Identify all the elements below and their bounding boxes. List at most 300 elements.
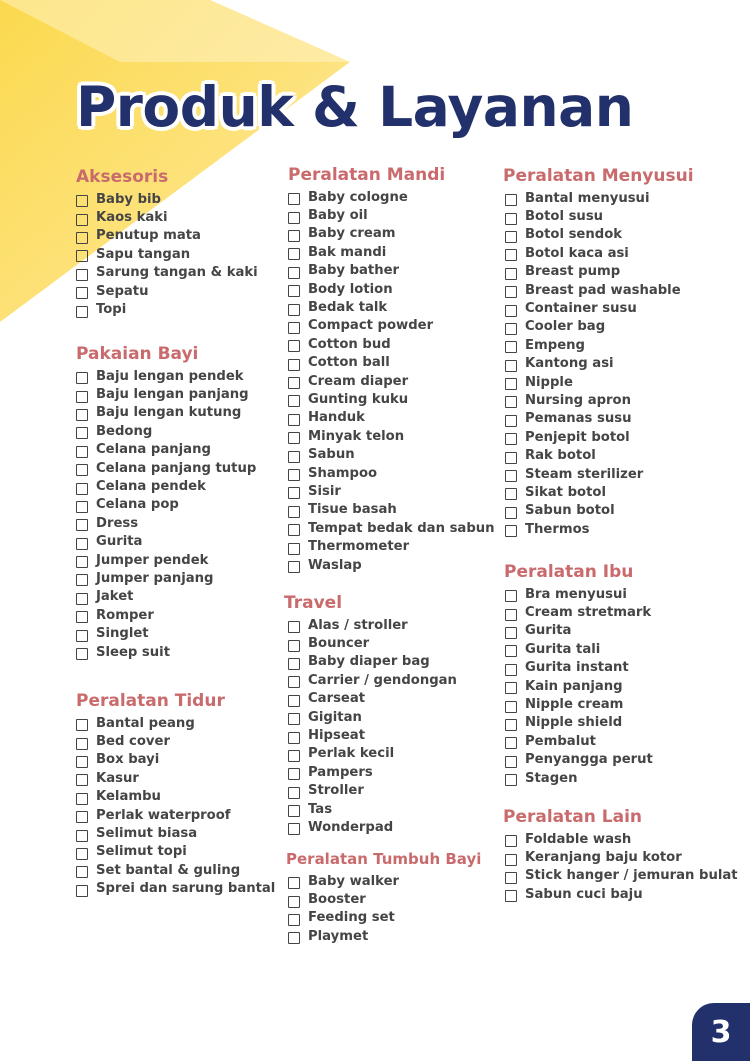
section-pakaian-bayi [76, 343, 256, 661]
checkbox[interactable] [288, 561, 300, 573]
checklist-item-label: Pampers [308, 764, 373, 780]
checklist-item-label: Baju lengan panjang [96, 387, 249, 403]
checklist-item [288, 537, 495, 555]
checkbox[interactable] [288, 248, 300, 260]
checklist [505, 830, 738, 904]
checkbox[interactable] [505, 737, 517, 749]
checklist-item [76, 496, 256, 514]
checklist-item [76, 385, 256, 403]
checklist-item-label: Kaos kaki [96, 210, 168, 226]
checklist-item-label: Baju lengan pendek [96, 368, 244, 384]
checkbox[interactable] [505, 701, 517, 713]
checklist-item-label: Sabun [308, 447, 355, 463]
checklist-item-label: Rak botol [525, 448, 596, 464]
section-title: Peralatan Tumbuh Bayi [286, 850, 482, 868]
checklist-item [505, 885, 738, 903]
checklist-item [505, 520, 694, 538]
checklist [505, 585, 653, 787]
checklist-item [505, 695, 653, 713]
checklist-item [505, 483, 694, 501]
checkbox[interactable] [76, 306, 88, 318]
section-peralatan-ibu [504, 561, 653, 787]
checkbox[interactable] [505, 854, 517, 866]
checklist-item [288, 708, 457, 726]
checkbox[interactable] [505, 194, 517, 206]
checklist-item [505, 207, 694, 225]
checklist-item [76, 227, 258, 245]
checklist-item [288, 317, 495, 335]
checkbox[interactable] [288, 805, 300, 817]
checklist-item-label: Singlet [96, 626, 149, 642]
checkbox[interactable] [288, 640, 300, 652]
checklist-item [288, 616, 457, 634]
checklist-item-label: Bak mandi [308, 244, 387, 260]
checklist-item [288, 335, 495, 353]
checklist-item-label: Hipseat [308, 728, 365, 744]
checklist-item [76, 533, 256, 551]
checklist-item-label: Sapu tangan [96, 246, 191, 262]
checklist-item-label: Pembalut [525, 733, 596, 749]
checkbox[interactable] [76, 464, 88, 476]
checkbox[interactable] [288, 524, 300, 536]
checklist-item-label: Penjepit botol [525, 429, 630, 445]
checklist-item-label: Nipple cream [525, 697, 624, 713]
checklist-item [76, 441, 256, 459]
section-travel [284, 592, 457, 837]
checklist-item-label: Handuk [308, 410, 365, 426]
checklist-item [76, 300, 258, 318]
checkbox[interactable] [288, 506, 300, 518]
checklist-item [288, 225, 495, 243]
checkbox[interactable] [288, 695, 300, 707]
checklist-item [505, 732, 653, 750]
checklist-item-label: Sikat botol [525, 484, 606, 500]
checkbox[interactable] [288, 230, 300, 242]
checkbox[interactable] [76, 774, 88, 786]
checkbox[interactable] [288, 432, 300, 444]
checklist-item [76, 367, 256, 385]
checklist-item [76, 422, 256, 440]
checkbox[interactable] [76, 738, 88, 750]
checklist [288, 616, 457, 837]
checklist-item [288, 280, 495, 298]
checklist-item-label: Gurita tali [525, 641, 601, 657]
checklist-item [288, 782, 457, 800]
checklist-item [76, 606, 256, 624]
checklist-item-label: Bra menyusui [525, 586, 627, 602]
checklist-item-label: Cream stretmark [525, 605, 652, 621]
checklist-item-label: Sepatu [96, 283, 149, 299]
checkbox[interactable] [288, 658, 300, 670]
checkbox[interactable] [505, 872, 517, 884]
checklist-item-label: Stagen [525, 770, 578, 786]
section-title: Peralatan Lain [503, 807, 642, 827]
checkbox[interactable] [505, 682, 517, 694]
checkbox[interactable] [288, 285, 300, 297]
checklist-item [76, 404, 256, 422]
checklist-item [76, 788, 275, 806]
checkbox[interactable] [505, 470, 517, 482]
checklist-item-label: Penutup mata [96, 228, 201, 244]
checkbox[interactable] [76, 630, 88, 642]
checkbox[interactable] [76, 519, 88, 531]
checklist-item [288, 482, 495, 500]
checklist-item [288, 206, 495, 224]
checklist-item [505, 410, 694, 428]
checkbox[interactable] [288, 823, 300, 835]
checklist-item-label: Gunting kuku [308, 391, 409, 407]
checklist-item [505, 585, 653, 603]
checklist-item [76, 208, 258, 226]
checklist-item [288, 927, 481, 945]
checkbox[interactable] [505, 609, 517, 621]
checklist-item [288, 556, 495, 574]
checklist-item [76, 714, 275, 732]
checkbox[interactable] [505, 590, 517, 602]
checkbox[interactable] [76, 885, 88, 897]
checklist-item-label: Celana pop [96, 497, 179, 513]
checklist-item-label: Sarung tangan & kaki [96, 265, 258, 281]
checkbox[interactable] [288, 395, 300, 407]
checkbox[interactable] [505, 645, 517, 657]
checklist [288, 188, 495, 574]
checkbox[interactable] [76, 848, 88, 860]
checkbox[interactable] [288, 267, 300, 279]
checkbox[interactable] [76, 269, 88, 281]
section-aksesoris [76, 166, 258, 319]
checkbox[interactable] [505, 323, 517, 335]
checklist-item-label: Selimut topi [96, 844, 187, 860]
checklist-item [288, 763, 457, 781]
checklist-item [76, 569, 256, 587]
checklist-item [288, 519, 495, 537]
checkbox[interactable] [505, 305, 517, 317]
section-peralatan-tumbuh-bayi [286, 848, 481, 946]
checklist-item-label: Bantal peang [96, 715, 195, 731]
checklist-item [505, 603, 653, 621]
checklist-item-label: Cream diaper [308, 373, 409, 389]
checkbox[interactable] [505, 231, 517, 243]
checkbox[interactable] [76, 574, 88, 586]
checklist-item [76, 588, 256, 606]
checkbox[interactable] [505, 360, 517, 372]
section-title: Peralatan Tidur [76, 691, 225, 711]
section-title: Peralatan Mandi [288, 165, 446, 185]
checkbox[interactable] [288, 414, 300, 426]
checkbox[interactable] [288, 932, 300, 944]
checklist-item-label: Bed cover [96, 734, 170, 750]
checklist-item-label: Sprei dan sarung bantal [96, 881, 276, 897]
checkbox[interactable] [76, 648, 88, 660]
checklist-item [76, 190, 258, 208]
checklist-item [76, 824, 275, 842]
checklist-item [288, 298, 495, 316]
checklist-item [288, 390, 495, 408]
checklist-item-label: Dress [96, 515, 139, 531]
checklist-item-label: Bouncer [308, 636, 370, 652]
checklist-item [76, 264, 258, 282]
checklist-item [288, 354, 495, 372]
checklist-item-label: Baju lengan kutung [96, 405, 242, 421]
checkbox[interactable] [288, 359, 300, 371]
checklist-item [505, 751, 653, 769]
checkbox[interactable] [76, 391, 88, 403]
checkbox[interactable] [288, 340, 300, 352]
checkbox[interactable] [505, 890, 517, 902]
checklist-item-label: Carseat [308, 691, 366, 707]
checkbox[interactable] [76, 866, 88, 878]
checklist-item [76, 643, 256, 661]
checklist-item-label: Empeng [525, 337, 585, 353]
checklist-item-label: Kasur [96, 770, 139, 786]
checkbox[interactable] [505, 774, 517, 786]
checklist-item [505, 281, 694, 299]
checklist-item-label: Container susu [525, 301, 637, 317]
checklist-item-label: Booster [308, 892, 366, 908]
checklist-item [76, 477, 256, 495]
checkbox[interactable] [505, 452, 517, 464]
checklist-item-label: Gurita instant [525, 660, 629, 676]
checkbox[interactable] [505, 507, 517, 519]
checkbox[interactable] [288, 896, 300, 908]
section-title: Aksesoris [76, 167, 169, 187]
checklist-item-label: Wonderpad [308, 819, 394, 835]
checkbox[interactable] [288, 750, 300, 762]
checklist-item [505, 830, 738, 848]
checkbox[interactable] [76, 811, 88, 823]
checkbox[interactable] [505, 664, 517, 676]
checklist-item [505, 244, 694, 262]
checkbox[interactable] [505, 268, 517, 280]
checklist-item [288, 726, 457, 744]
checklist-item-label: Baby walker [308, 873, 400, 889]
checklist-item-label: Baby bather [308, 263, 400, 279]
checklist-item [288, 690, 457, 708]
checklist-item [505, 189, 694, 207]
checklist-item-label: Thermos [525, 521, 590, 537]
checklist-item [76, 880, 275, 898]
checkbox[interactable] [76, 538, 88, 550]
checklist-item-label: Bedong [96, 423, 153, 439]
checklist-item [505, 373, 694, 391]
checkbox[interactable] [505, 213, 517, 225]
checkbox[interactable] [505, 378, 517, 390]
checklist [505, 189, 694, 538]
checkbox[interactable] [76, 287, 88, 299]
checkbox[interactable] [288, 768, 300, 780]
checklist-item-label: Celana panjang [96, 442, 211, 458]
checklist-item-label: Sleep suit [96, 644, 170, 660]
checkbox[interactable] [505, 433, 517, 445]
checklist-item-label: Nursing apron [525, 392, 632, 408]
checklist-item-label: Sabun cuci baju [525, 886, 643, 902]
checklist [76, 190, 258, 319]
checkbox[interactable] [288, 469, 300, 481]
checklist-item [505, 336, 694, 354]
checklist-item [288, 243, 495, 261]
checkbox[interactable] [76, 611, 88, 623]
checklist-item-label: Baby bib [96, 191, 161, 207]
checkbox[interactable] [76, 409, 88, 421]
checklist-item-label: Botol sendok [525, 227, 623, 243]
checkbox[interactable] [288, 543, 300, 555]
checkbox[interactable] [76, 501, 88, 513]
checkbox[interactable] [288, 304, 300, 316]
checkbox[interactable] [288, 451, 300, 463]
checklist-item-label: Kain panjang [525, 678, 623, 694]
checklist-item [76, 843, 275, 861]
checklist [76, 714, 275, 898]
checklist-item [288, 445, 495, 463]
checkbox[interactable] [76, 556, 88, 568]
checklist-item [76, 806, 275, 824]
checkbox[interactable] [505, 835, 517, 847]
checklist-item-label: Tisue basah [308, 502, 397, 518]
checkbox[interactable] [505, 719, 517, 731]
checklist [76, 367, 256, 661]
checklist-item-label: Steam sterilizer [525, 466, 644, 482]
checklist-item-label: Alas / stroller [308, 617, 408, 633]
checklist-item [505, 622, 653, 640]
checklist-item [76, 624, 256, 642]
checklist-item [288, 409, 495, 427]
checklist-item [288, 501, 495, 519]
checkbox[interactable] [505, 286, 517, 298]
checklist-item [505, 446, 694, 464]
checklist-item [288, 262, 495, 280]
checklist-item [505, 502, 694, 520]
checklist-item [505, 465, 694, 483]
checklist-item-label: Botol kaca asi [525, 245, 629, 261]
checklist-item-label: Tas [308, 801, 333, 817]
checklist-item-label: Baby cologne [308, 189, 408, 205]
checklist-item [288, 188, 495, 206]
checklist-item-label: Foldable wash [525, 831, 632, 847]
checklist-item [505, 714, 653, 732]
section-title: Travel [284, 593, 343, 613]
checklist-item-label: Jumper pendek [96, 552, 209, 568]
section-title: Pakaian Bayi [76, 344, 199, 364]
checklist-item-label: Pemanas susu [525, 411, 632, 427]
checklist-item-label: Cotton bud [308, 336, 391, 352]
checkbox[interactable] [76, 195, 88, 207]
checklist-item-label: Romper [96, 607, 154, 623]
checkbox[interactable] [76, 793, 88, 805]
checklist-item-label: Gigitan [308, 709, 362, 725]
checkbox[interactable] [505, 249, 517, 261]
checkbox[interactable] [288, 713, 300, 725]
checklist-item [288, 872, 481, 890]
checklist-item-label: Sisir [308, 483, 341, 499]
checklist-item-label: Minyak telon [308, 428, 405, 444]
checklist-item-label: Cooler bag [525, 319, 606, 335]
checklist-item [505, 226, 694, 244]
checklist-item-label: Kelambu [96, 789, 161, 805]
checklist-item [505, 318, 694, 336]
checklist-item-label: Sabun botol [525, 503, 615, 519]
checklist-item-label: Playmet [308, 928, 369, 944]
checklist-item [505, 677, 653, 695]
checklist-item [76, 245, 258, 263]
checklist-item [505, 640, 653, 658]
checklist-item-label: Bedak talk [308, 300, 388, 316]
checklist-item [288, 818, 457, 836]
checklist-item-label: Carrier / gendongan [308, 672, 457, 688]
checkbox[interactable] [505, 396, 517, 408]
checklist-item [76, 459, 256, 477]
checklist-item [505, 263, 694, 281]
checkbox[interactable] [76, 250, 88, 262]
section-title: Peralatan Ibu [504, 562, 634, 582]
checklist-item [288, 909, 481, 927]
checklist-item [76, 732, 275, 750]
checklist-item-label: Body lotion [308, 281, 393, 297]
checklist-item-label: Kantong asi [525, 356, 614, 372]
checkbox[interactable] [288, 621, 300, 633]
checkbox[interactable] [76, 756, 88, 768]
checkbox[interactable] [505, 627, 517, 639]
checkbox[interactable] [288, 377, 300, 389]
checklist-item [505, 299, 694, 317]
checkbox[interactable] [288, 914, 300, 926]
checkbox[interactable] [76, 483, 88, 495]
checkbox[interactable] [288, 676, 300, 688]
checkbox[interactable] [288, 212, 300, 224]
checkbox[interactable] [76, 830, 88, 842]
checklist-item-label: Celana pendek [96, 479, 206, 495]
checklist-item [288, 634, 457, 652]
checklist-item-label: Box bayi [96, 752, 160, 768]
checklist-item [288, 427, 495, 445]
checkbox[interactable] [288, 322, 300, 334]
checklist-item [288, 464, 495, 482]
checklist-item-label: Gurita [96, 534, 143, 550]
checkbox[interactable] [76, 372, 88, 384]
checklist-item-label: Breast pad washable [525, 282, 681, 298]
checkbox[interactable] [76, 427, 88, 439]
checklist-item-label: Thermometer [308, 539, 410, 555]
checkbox[interactable] [288, 787, 300, 799]
checklist-item [505, 659, 653, 677]
checkbox[interactable] [76, 446, 88, 458]
checkbox[interactable] [505, 756, 517, 768]
checkbox[interactable] [505, 415, 517, 427]
checklist-item-label: Breast pump [525, 264, 621, 280]
checkbox[interactable] [76, 593, 88, 605]
checkbox[interactable] [288, 193, 300, 205]
checkbox[interactable] [76, 232, 88, 244]
checkbox[interactable] [288, 487, 300, 499]
checklist-item-label: Cotton ball [308, 355, 390, 371]
checklist-item [505, 769, 653, 787]
checkbox[interactable] [288, 877, 300, 889]
checkbox[interactable] [76, 214, 88, 226]
checkbox[interactable] [505, 341, 517, 353]
checklist-item-label: Botol susu [525, 209, 604, 225]
section-peralatan-mandi [288, 164, 495, 574]
checkbox[interactable] [76, 719, 88, 731]
checkbox[interactable] [505, 488, 517, 500]
checklist-item-label: Stick hanger / jemuran bulat [525, 868, 738, 884]
checklist-item [505, 355, 694, 373]
checklist-item-label: Topi [96, 302, 127, 318]
checkbox[interactable] [288, 732, 300, 744]
checkbox[interactable] [505, 525, 517, 537]
checklist-item-label: Stroller [308, 783, 364, 799]
checklist-item [76, 751, 275, 769]
checklist-item-label: Bantal menyusui [525, 190, 650, 206]
checklist-item-label: Keranjang baju kotor [525, 850, 682, 866]
